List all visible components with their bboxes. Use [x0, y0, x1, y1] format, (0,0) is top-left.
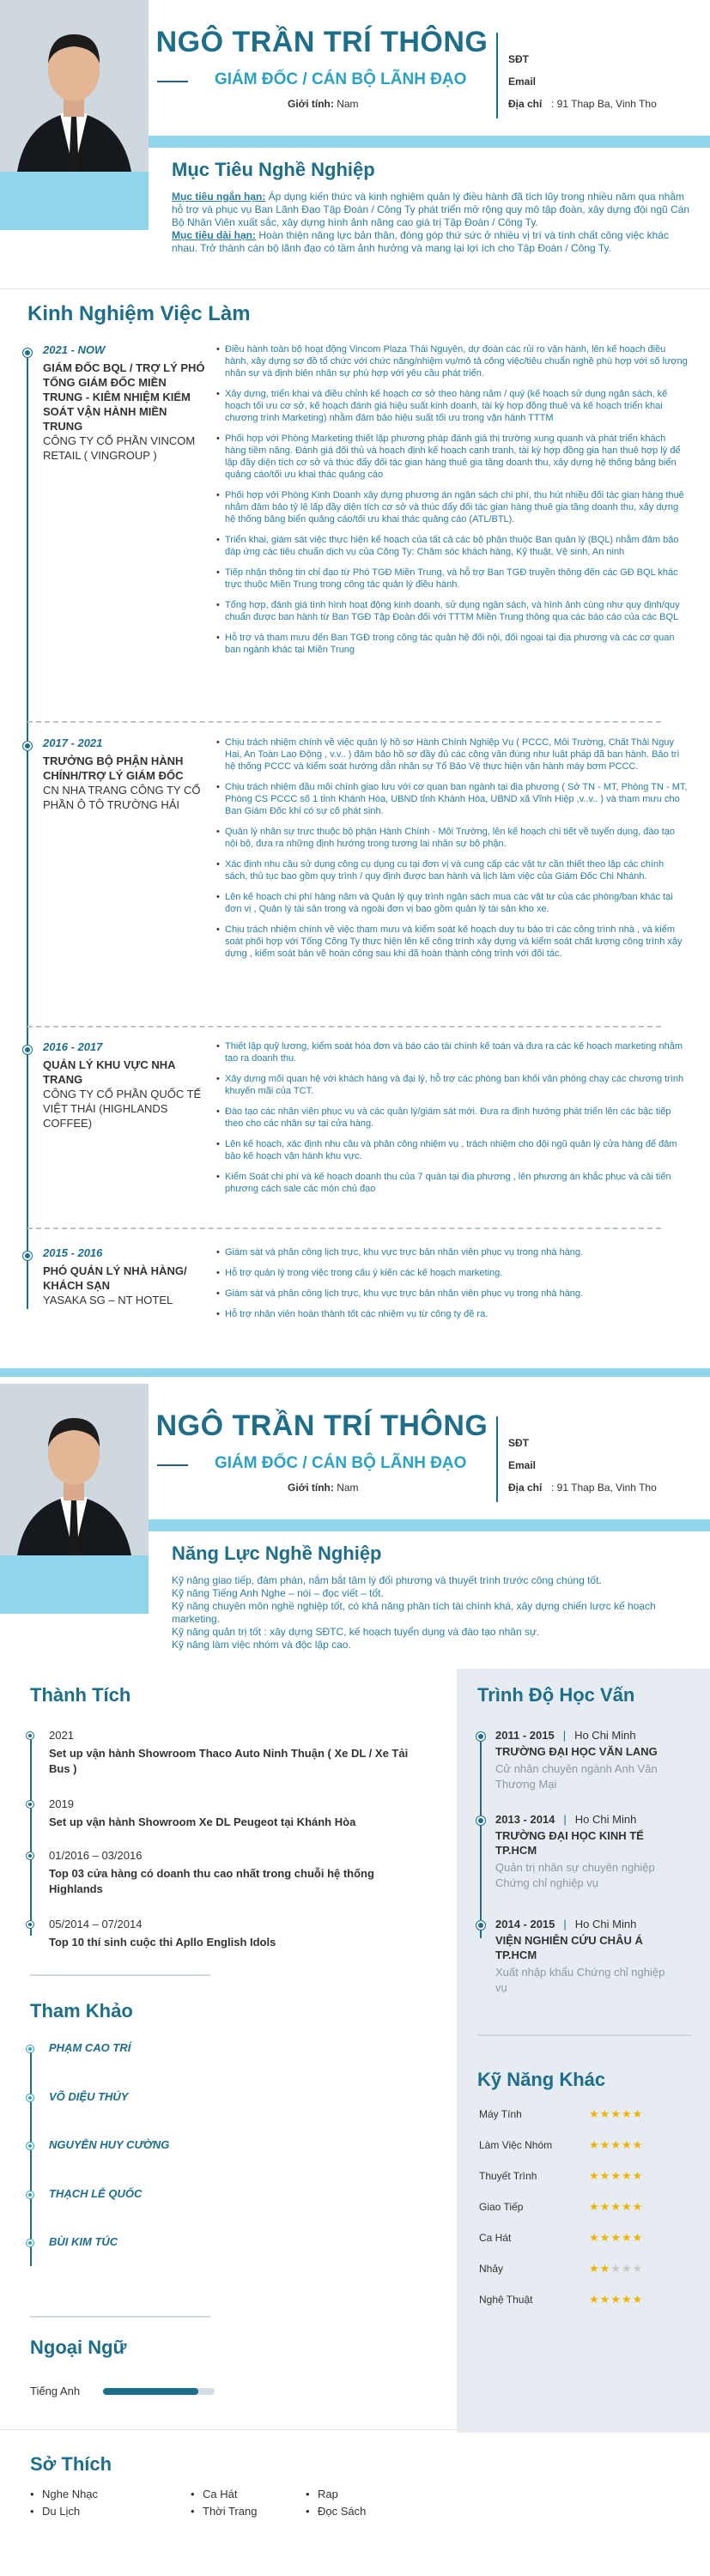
timeline-dot [27, 1801, 33, 1808]
section-divider [0, 2429, 710, 2430]
star-filled-icon: ★ [621, 2293, 633, 2306]
timeline-dot [27, 1852, 33, 1859]
languages-title: Ngoại Ngữ [30, 2337, 127, 2358]
duty-item: • Hỗ trợ quản lý trong việc trong cấu ý kiến các kế hoạch marketing. [216, 1267, 689, 1279]
timeline-dot [27, 2240, 33, 2246]
skill-rating [589, 2231, 643, 2245]
section-divider [30, 2316, 210, 2318]
phone-field [508, 1437, 551, 1449]
job-company: YASAKA SG – NT HOTEL [43, 1294, 173, 1306]
timeline-dot [23, 1252, 32, 1260]
job-company: CN NHA TRANG CÔNG TY CỔ PHẦN Ô TÔ TRƯỜNG HẢI [43, 784, 201, 811]
achievement-date: 01/2016 – 03/2016 [49, 1849, 143, 1862]
star-filled-icon: ★ [599, 2262, 611, 2275]
duty-item: • Phối hợp với Phòng Kinh Doanh xây dựng phương án ngân sách chi phí, thu hút nhiều đối tác gian hàng thuê nhằm đảm bảo tỷ lệ lấp đầy diện tích cơ sở và thúc đẩy đối tác gian hàng thuê gia tăng doanh thu, xây dựng hệ thống bảng biển quảng cáo/tối ưu khai thác quảng cáo (ATL/BTL). [216, 489, 689, 525]
header-accent-band [149, 1519, 710, 1531]
hobby-item: • Đọc Sách [306, 2505, 366, 2518]
duty-item: • Chịu trách nhiệm chính về việc quản lý hồ sơ Hành Chính Nghiệp Vụ ( PCCC, Môi Trường, Chất Thải Nguy Hại, An Toàn Lao Động , v.v.. ) đảm bảo hồ sơ đầy đủ các công văn đúng như luật pháp đã ban hành. Bảo trì hệ thống PCCC và kiểm soát hướng dẫn nhân sự Tổ Bảo Vệ thực hiện vận hành máy bơm PCCC. [216, 736, 689, 773]
job-company: CÔNG TY CỔ PHẦN VINCOM RETAIL ( VINGROUP ) [43, 434, 196, 462]
header-accent-band [149, 136, 710, 148]
duty-item: • Xây dựng mối quan hệ với khách hàng và đại lý, hỗ trợ các phòng ban khối văn phòng chạy các chương trình khuyến mãi của TCT. [216, 1073, 689, 1097]
duty-item: • Xây dựng, triển khai và điều chỉnh kế hoạch cơ sở theo hàng năm / quý (kế hoạch sử dụng ngân sách, kế hoạch tối ưu cơ sở, kế hoạch đánh giá hiệu suất kinh doanh, tài kỳ hợp đồng thuê và kế hoạch triển khai chương trình Marketing) nhằm đảm bảo hiệu suất tối ưu trong vận hành TTTM [216, 388, 689, 424]
job-duties [216, 736, 689, 968]
reference-name: NGUYỄN HUY CƯỜNG [49, 2138, 170, 2151]
timeline-dot [27, 2046, 33, 2052]
separator: | [563, 1813, 567, 1826]
achievements-title: Thành Tích [30, 1684, 131, 1706]
school-name: TRƯỜNG ĐẠI HỌC VĂN LANG [495, 1745, 658, 1758]
contact-divider [496, 1416, 498, 1502]
skill-rating [589, 2293, 643, 2306]
photo-accent-block [0, 172, 149, 230]
star-filled-icon: ★ [599, 2293, 611, 2306]
objective-short-text: Áp dụng kiến thức và kinh nghiệm quản lý điều hành đã tích lũy trong nhiều năm qua nhằm hỗ trợ và phục vụ Ban Lãnh Đạo Tập Đoàn / Công Ty phát triển mở rộng quy mô tập đoàn, xây dựng đội ngũ Cán Bộ Nhân Viên xuất sắc, xây dựng hình ảnh năng cao giá trị Tập Đoàn / Công Ty. [172, 191, 690, 228]
job-period: 2016 - 2017 [43, 1040, 103, 1053]
star-filled-icon: ★ [621, 2231, 633, 2244]
candidate-position: GIÁM ĐỐC / CÁN BỘ LÃNH ĐẠO [215, 1454, 467, 1472]
timeline-dot [27, 1732, 33, 1739]
competence-title: Năng Lực Nghề Nghiệp [172, 1543, 382, 1564]
competence-line: Kỹ năng chuyên môn nghề nghiệp tốt, có khả năng phân tích tài chính khá, xây dựng chiến lược kế hoạch marketing. [172, 1600, 656, 1625]
experience-title: Kinh Nghiệm Việc Làm [27, 302, 251, 325]
job-duties [216, 1040, 689, 1203]
reference-name: PHẠM CAO TRÍ [49, 2041, 131, 2054]
duty-item: • Đào tạo các nhân viên phục vụ và các quản lý/giám sát mới. Đưa ra định hướng phát triển lên các bậc tiếp theo cho các nhân sự tại cửa hàng. [216, 1106, 689, 1130]
star-filled-icon: ★ [599, 2231, 611, 2244]
star-filled-icon: ★ [599, 2200, 611, 2213]
education-city: Ho Chi Minh [574, 1918, 637, 1930]
star-filled-icon: ★ [589, 2293, 600, 2306]
language-name: Tiếng Anh [30, 2385, 81, 2397]
photo-accent-block [0, 1555, 149, 1614]
achievement-date: 05/2014 – 07/2014 [49, 1918, 143, 1930]
star-filled-icon: ★ [632, 2231, 644, 2244]
job-company: CÔNG TY CỔ PHẦN QUỐC TẾ VIỆT THÁI (HIGHLANDS COFFEE) [43, 1088, 202, 1130]
star-filled-icon: ★ [599, 2169, 611, 2182]
cv-header-2 [0, 1384, 710, 1650]
duty-item: • Tiếp nhận thông tin chỉ đạo từ Phó TGĐ Miền Trung, và hỗ trợ Ban TGĐ truyền thông đến các GĐ BQL khác trực thuộc Miền Trung trong công tác quản lý điều hành. [216, 567, 689, 591]
address-field [508, 98, 657, 110]
education-period: 2014 - 2015 [495, 1918, 555, 1930]
education-timeline [480, 1736, 482, 1938]
skill-rating [589, 2107, 643, 2121]
star-filled-icon: ★ [632, 2138, 644, 2151]
skill-rating [589, 2169, 643, 2183]
job-period: 2021 - NOW [43, 343, 106, 356]
skill-row [479, 2139, 694, 2151]
reference-name: THẠCH LỄ QUỐC [49, 2187, 143, 2200]
skill-name: Máy Tính [479, 2108, 522, 2120]
phone-label: SĐT [508, 1437, 529, 1449]
email-field [508, 1459, 551, 1471]
star-filled-icon: ★ [610, 2138, 622, 2151]
achievement-desc: Top 03 cửa hàng có doanh thu cao nhất trong chuỗi hệ thống Highlands [49, 1867, 374, 1895]
objective-short-label: Mục tiêu ngắn hạn: [172, 191, 266, 203]
skill-name: Giao Tiếp [479, 2201, 524, 2213]
skill-name: Làm Việc Nhóm [479, 2139, 553, 2151]
email-label: Email [508, 76, 537, 88]
star-filled-icon: ★ [610, 2293, 622, 2306]
duty-item: • Kiểm Soát chi phí và kế hoạch doanh thu của 7 quán tại địa phương , lên phương án khắc phục và cải tiến phương cách sale các món chủ đạo [216, 1171, 689, 1195]
duty-item: • Thiết lập quỹ lương, kiểm soát hóa đơn và báo cáo tài chính kế toán và đưa ra các kế hoạch marketing nhằm tạo ra doanh thu. [216, 1040, 689, 1064]
star-empty-icon: ★ [610, 2262, 622, 2275]
timeline-dot [476, 1732, 485, 1741]
references-title: Tham Khảo [30, 2000, 133, 2021]
star-filled-icon: ★ [589, 2107, 600, 2120]
education-city: Ho Chi Minh [574, 1813, 637, 1826]
duty-item: • Hỗ trợ và tham mưu đến Ban TGĐ trong công tác quản hệ đối nội, đối ngoại tại địa phương và các cơ quan ban ngành khác tại Miền Trung [216, 632, 689, 656]
achievements-timeline [30, 1734, 32, 1936]
competence-line: Kỹ năng quản trị tốt : xây dựng SĐTC, kế hoạch tuyển dụng và đào tạo nhân sự. [172, 1626, 540, 1638]
timeline-dot [23, 742, 32, 750]
education-title: Trình Độ Học Vấn [477, 1684, 635, 1706]
job-role-title: PHÓ QUẢN LÝ NHÀ HÀNG/ KHÁCH SẠN [43, 1264, 187, 1292]
job-duties [216, 1246, 689, 1329]
star-filled-icon: ★ [589, 2231, 600, 2244]
timeline-dot [27, 2191, 33, 2198]
objective-long-label: Mục tiêu dài hạn: [172, 229, 257, 241]
star-filled-icon: ★ [610, 2200, 622, 2213]
star-filled-icon: ★ [621, 2169, 633, 2182]
gender-field [288, 98, 359, 110]
timeline-dot [27, 2143, 33, 2149]
duty-item: • Lên kế hoạch, xác định nhu cầu và phân công nhiệm vụ , trách nhiệm cho đội ngũ quản lý cửa hàng để đảm bảo kế hoạch vận hành khu vực. [216, 1138, 689, 1162]
skill-name: Ca Hát [479, 2232, 512, 2244]
avatar-portrait-icon [0, 1384, 149, 1555]
language-level-fill [103, 2388, 198, 2395]
star-empty-icon: ★ [621, 2262, 633, 2275]
timeline-dot [476, 1816, 485, 1825]
avatar-portrait-icon [0, 0, 149, 172]
duty-item: • Điều hành toàn bộ hoạt động Vincom Plaza Thái Nguyên, dự đoán các rủi ro vận hành, lên kế hoạch điều hành, xây dựng sơ đồ tổ chức với chức năng/nhiệm vụ/mô tả công việc/tiêu chuẩn nghề phù hợp với số lượng nhân sự và định biên nhân sự phù hợp với yêu cầu phát triển. [216, 343, 689, 379]
achievement-desc: Top 10 thí sinh cuộc thi Apllo English Idols [49, 1936, 276, 1949]
achievement-date: 2021 [49, 1729, 74, 1742]
hobby-item: • Du Lịch [30, 2505, 80, 2518]
competence-line: Kỹ năng giao tiếp, đàm phán, nắm bắt tâm lý đối phương và thuyết trình trước công chúng tốt. [172, 1574, 602, 1586]
objective-short [172, 191, 695, 229]
star-filled-icon: ★ [589, 2169, 600, 2182]
hobby-item: • Nghe Nhạc [30, 2488, 98, 2500]
gender-value: Nam [337, 98, 359, 110]
star-filled-icon: ★ [632, 2200, 644, 2213]
education-major: Cử nhân chuyên ngành Anh Văn Thương Mại [495, 1762, 658, 1791]
duty-item: • Hỗ trợ nhân viên hoàn thành tốt các nhiệm vụ từ công ty đề ra. [216, 1308, 689, 1320]
competence-body [172, 1574, 695, 1652]
duty-item: • Triển khai, giám sát việc thực hiện kế hoạch của tất cả các bộ phận thuộc Ban quản lý (BQL) nhằm đảm bảo đáp ứng các tiêu chuẩn dịch vụ của Công Ty: Chăm sóc khách hàng, Kỹ thuật, Vệ sinh, An ninh [216, 534, 689, 558]
education-period: 2011 - 2015 [495, 1729, 555, 1742]
timeline-dot [476, 1921, 485, 1930]
star-filled-icon: ★ [610, 2231, 622, 2244]
duty-item: • Chịu trách nhiệm chính về việc tham mưu và kiểm soát kế hoạch duy tu bảo trì các công trình nhà , và kiểm soát phối hợp với Tổng Công Ty thực hiện lên kế công trình xây dựng và kiểm soát chất lượng công trình xây dựng , kiểm soát bản vẽ hoàn công sau khi đã hoàn thành công trình với đối tác. [216, 924, 689, 960]
experience-timeline [27, 348, 28, 1309]
duty-item: • Xác định nhu cầu sử dụng công cụ dụng cụ tại đơn vị và cung cấp các vật tư cần thiết theo lập các chính sách, thủ tục bao gồm quy trình / quy định được ban hành và lịch làm việc của Giám Đốc Chi Nhánh. [216, 858, 689, 882]
phone-label: SĐT [508, 53, 529, 65]
achievement-date: 2019 [49, 1797, 74, 1810]
gender-label: Giới tính: [288, 98, 334, 110]
star-filled-icon: ★ [589, 2200, 600, 2213]
skill-row [479, 2108, 694, 2120]
education-years [495, 1729, 636, 1742]
objective-body [172, 191, 695, 255]
duty-item: • Phối hợp với Phòng Marketing thiết lập phương pháp đánh giá thị trường xung quanh và phát triển khách hàng tiềm năng. Đánh giá đối thủ và hoạch định kế hoạch cạnh tranh, tài kỳ hợp đồng gia hạn thuê hợp lý để lập đầy diện tích cơ sở và thúc đẩy đối tác gian hàng thuê gia tăng doanh thu, xây dựng hệ thống bảng biển quảng cáo/tối ưu khai thác quảng cáo [216, 433, 689, 481]
duty-item: • Tổng hợp, đánh giá tình hình hoạt động kinh doanh, sử dụng ngân sách, và hình ảnh cùng như quy định/quy chuẩn được ban hành từ Ban TGĐ Tập Đoàn đối với TTTM Miền Trung thông qua các báo cáo của các BQL [216, 599, 689, 623]
star-filled-icon: ★ [621, 2138, 633, 2151]
cv-header-1 [0, 0, 710, 266]
skill-name: Nghệ Thuật [479, 2294, 533, 2306]
section-divider [0, 288, 710, 289]
separator: | [563, 1918, 567, 1930]
duty-item: • Quản lý nhân sự trực thuộc bộ phận Hành Chính - Môi Trường, lên kế hoạch chi tiết về tuyển dụng, đào tạo nội bộ, đưa ra những định hướng trong tương lai nhân sự bộ phận. [216, 826, 689, 850]
skill-rating [589, 2262, 643, 2276]
section-divider [30, 1974, 210, 1976]
page-break-band [0, 1368, 710, 1377]
reference-name: BÙI KIM TÚC [49, 2235, 118, 2248]
star-filled-icon: ★ [632, 2169, 644, 2182]
candidate-name: NGÔ TRẦN TRÍ THÔNG [155, 26, 489, 58]
skill-name: Thuyết Trình [479, 2170, 537, 2182]
education-major: Quản trị nhân sự chuyên nghiệp Chứng chỉ nghiệp vụ [495, 1861, 655, 1889]
competence-line: Kỹ năng làm việc nhóm và độc lập cao. [172, 1639, 351, 1651]
duty-item: • Chịu trách nhiệm đầu mối chính giao lưu với cơ quan ban ngành tại địa phương ( Sở TN - MT, Phòng TN - MT, Phòng CS PCCC số 1 tỉnh Khánh Hòa, UBND tỉnh Khánh Hòa, UBND xã Vĩnh Hiệp ,v..v.. ) và tham mưu cho Ban Giám Đốc khi có sự cố phát sinh. [216, 781, 689, 817]
skill-rating [589, 2200, 643, 2214]
competence-line: Kỹ năng Tiếng Anh Nghe – nói – đọc viết – tốt. [172, 1587, 384, 1599]
candidate-position: GIÁM ĐỐC / CÁN BỘ LÃNH ĐẠO [215, 70, 467, 88]
job-separator [27, 1026, 661, 1027]
job-role [43, 754, 206, 812]
objective-long [172, 229, 695, 255]
address-label: Địa chỉ [508, 98, 543, 110]
star-empty-icon: ★ [632, 2262, 644, 2275]
school-name: VIỆN NGHIÊN CỨU CHÂU Á TP.HCM [495, 1934, 643, 1961]
job-separator [27, 1227, 661, 1229]
profile-photo [0, 0, 149, 172]
education-years [495, 1918, 636, 1930]
skill-row [479, 2263, 694, 2275]
star-filled-icon: ★ [632, 2293, 644, 2306]
hobby-item: • Rap [306, 2488, 338, 2500]
candidate-name: NGÔ TRẦN TRÍ THÔNG [155, 1409, 489, 1442]
job-role [43, 361, 206, 463]
skills-title: Kỹ Năng Khác [477, 2069, 606, 2090]
job-role [43, 1264, 206, 1307]
job-duties [216, 343, 689, 664]
separator: | [562, 1729, 567, 1742]
star-filled-icon: ★ [621, 2107, 633, 2120]
timeline-dot [23, 1046, 32, 1054]
skill-row [479, 2170, 694, 2182]
duty-item: • Lên kế hoạch chi phí hàng năm và Quản lý quy trình ngân sách mua các vật tư của các phòng/ban khác tại đơn vị , Quản lý tài sản trong và ngoài đơn vị bao gồm quản lý tài sản kho xe. [216, 891, 689, 915]
email-label: Email [508, 1459, 537, 1471]
star-filled-icon: ★ [621, 2200, 633, 2213]
education-major: Xuất nhập khẩu Chứng chỉ nghiệp vụ [495, 1966, 665, 1994]
address-value: : 91 Thap Ba, Vinh Tho [551, 1482, 657, 1494]
timeline-dot [27, 1921, 33, 1928]
timeline-dot [23, 349, 32, 357]
reference-name: VÕ DIỆU THÚY [49, 2090, 129, 2103]
star-filled-icon: ★ [610, 2107, 622, 2120]
contact-divider [496, 33, 498, 118]
language-level-bar [103, 2388, 215, 2395]
job-role-title: GIÁM ĐỐC BQL / TRỢ LÝ PHÓ TỔNG GIÁM ĐỐC MIỀN TRUNG - KIÊM NHIỆM KIỂM SOÁT VẬN HÀNH MIỀN TRUNG [43, 361, 205, 433]
education-city: Ho Chi Minh [574, 1729, 636, 1742]
references-timeline [30, 2047, 32, 2266]
education-years [495, 1813, 636, 1826]
job-role [43, 1058, 206, 1130]
job-period: 2017 - 2021 [43, 736, 103, 749]
gender-field [288, 1482, 359, 1494]
star-filled-icon: ★ [589, 2262, 600, 2275]
address-value: : 91 Thap Ba, Vinh Tho [551, 98, 657, 110]
skill-row [479, 2232, 694, 2244]
sidebar-divider [477, 2034, 692, 2036]
star-filled-icon: ★ [610, 2169, 622, 2182]
email-field [508, 76, 551, 88]
skill-row [479, 2201, 694, 2213]
achievement-desc: Set up vận hành Showroom Thaco Auto Ninh Thuận ( Xe DL / Xe Tải Bus ) [49, 1747, 409, 1775]
profile-photo [0, 1384, 149, 1555]
skill-rating [589, 2138, 643, 2152]
job-role-title: QUẢN LÝ KHU VỰC NHA TRANG [43, 1058, 176, 1086]
address-label: Địa chỉ [508, 1482, 543, 1494]
hobbies-title: Sở Thích [30, 2453, 112, 2475]
timeline-dot [27, 2094, 33, 2101]
school-name: TRƯỜNG ĐẠI HỌC KINH TẾ TP.HCM [495, 1829, 644, 1857]
job-role-title: TRƯỞNG BỘ PHẬN HÀNH CHÍNH/TRỢ LÝ GIÁM ĐỐC [43, 755, 184, 782]
job-separator [27, 721, 661, 723]
skill-name: Nhảy [479, 2263, 504, 2275]
hobby-item: • Ca Hát [191, 2488, 237, 2500]
star-filled-icon: ★ [589, 2138, 600, 2151]
duty-item: • Giám sát và phân công lịch trực, khu vực trực bản nhân viên phục vụ trong nhà hàng. [216, 1288, 689, 1300]
phone-field [508, 53, 551, 65]
address-field [508, 1482, 657, 1494]
star-filled-icon: ★ [599, 2138, 611, 2151]
education-period: 2013 - 2014 [495, 1813, 555, 1826]
achievement-desc: Set up vận hành Showroom Xe DL Peugeot tại Khánh Hòa [49, 1815, 356, 1828]
objective-long-text: Hoàn thiện năng lực bản thân, đóng góp thứ sức ở nhiều vị trí và tính chất công việc khác nhau. Trở thành cán bộ lãnh đạo có tầm ảnh hưởng và mang lại lợi ích cho Tập Đoàn / Công Ty. [172, 229, 669, 254]
gender-value: Nam [337, 1482, 359, 1494]
gender-label: Giới tính: [288, 1482, 334, 1494]
duty-item: • Giám sát và phân công lịch trực, khu vực trực bản nhân viên phục vụ trong nhà hàng. [216, 1246, 689, 1258]
objective-title: Mục Tiêu Nghề Nghiệp [172, 159, 375, 180]
star-filled-icon: ★ [632, 2107, 644, 2120]
star-filled-icon: ★ [599, 2107, 611, 2120]
skill-row [479, 2294, 694, 2306]
hobby-item: • Thời Trang [191, 2505, 257, 2518]
job-period: 2015 - 2016 [43, 1246, 103, 1259]
